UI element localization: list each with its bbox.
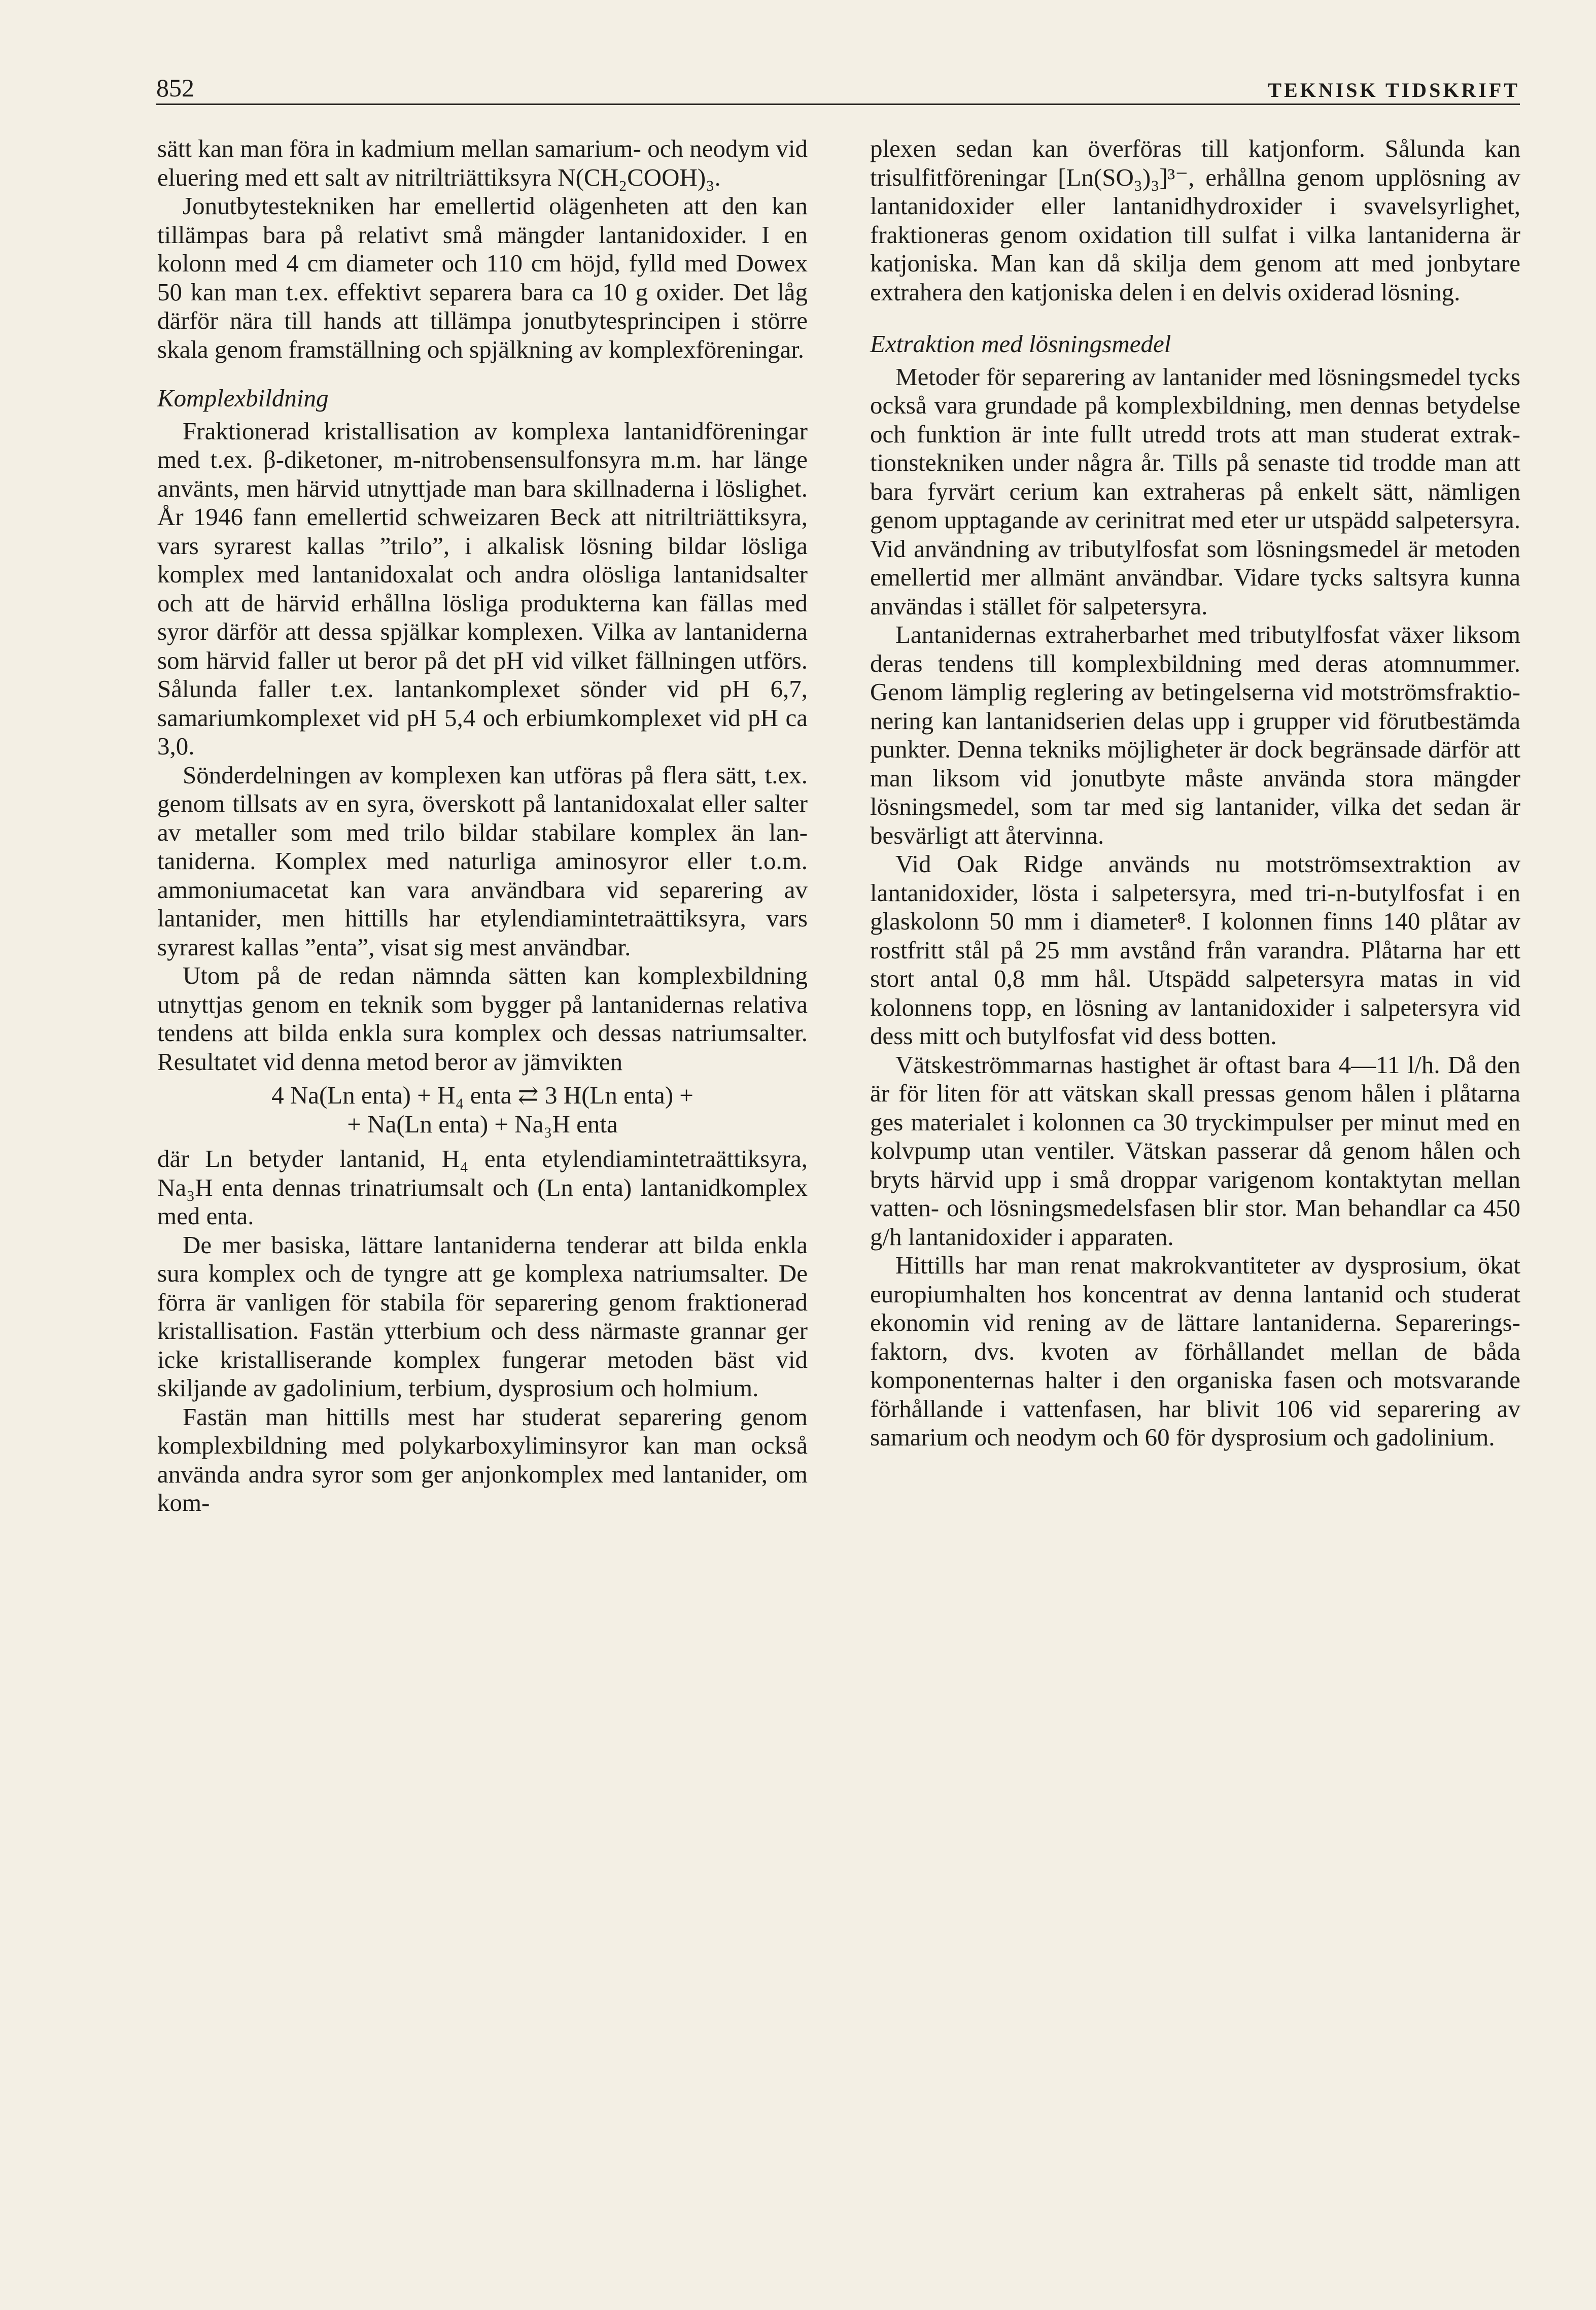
formula-line: + Na(Ln enta) + Na₃H enta bbox=[347, 1110, 618, 1138]
paragraph: Fraktionerad kristallisation av komplexa lantanidföreningar med t.ex. β-diketoner, m-nitrobensensulfonsyra m.m. har länge använts, men härvid utnyttjade man bara skillnaderna i löslighet. År 1946 fann emellertid schweizaren Beck att nitriltriättiksyra, vars syrarest kallas ”trilo”, i alkalisk lösning bildar lösliga komplex med lantanidoxalat och andra olösliga lantanidsalter och att de härvid erhållna lösliga produkterna kan fällas med syror därför att dessa spjälkar komplexen. Vilka av lantaniderna som härvid faller ut beror på det pH vid vilket fällningen utförs. Sålunda faller t.ex. lantankomplexet sönder vid pH 6,7, samariumkomplexet vid pH 5,4 och erbiumkomplexet vid pH ca 3,0. bbox=[157, 417, 808, 760]
paragraph: Lantanidernas extraherbarhet med tributylfosfat växer liksom deras tendens till komplexbildning med deras atomnummer. Genom lämplig reglering av betingelserna vid motströmsfraktionering kan lantanidserien delas upp i grupper vid förutbestämda punkter. Denna tekniks möjligheter är dock begränsade därför att man liksom vid jonutbyte måste använda stora mängder lösningsmedel, som tar med sig lantanider, vilka det sedan är besvärligt att återvinna. bbox=[870, 620, 1520, 849]
formula-line: 4 Na(Ln enta) + H₄ enta ⇄ 3 H(Ln enta) + bbox=[271, 1081, 693, 1109]
paragraph: De mer basiska, lättare lantaniderna tenderar att bilda enkla sura komplex och de tyngre att ge komplexa natriumsalter. De förra är vanligen för stabila för separering genom fraktionerad kristallisation. Fastän ytterbium och dess närmaste grannar ger icke kristalliserande komplex fungerar metoden bäst vid skiljande av gadolinium, terbium, dysprosium och holmium. bbox=[157, 1230, 808, 1402]
paragraph: Jonutbytestekniken har emellertid olägenheten att den kan tillämpas bara på relativt små mängder lantanidoxider. I en kolonn med 4 cm diameter och 110 cm höjd, fylld med Dowex 50 kan man t.ex. effektivt separera bara ca 10 g oxider. Det låg därför nära till hands att tillämpa jonutbytesprincipen i större skala genom framställning och spjälkning av komplexföreningar. bbox=[157, 192, 808, 363]
page-header bbox=[156, 60, 1520, 100]
paragraph: där Ln betyder lantanid, H₄ enta etylendiamintetraättiksyra, Na₃H enta dennas trinatriumsalt och (Ln enta) lantanidkomplex med enta. bbox=[157, 1145, 808, 1230]
page-number: 852 bbox=[156, 74, 194, 102]
right-column bbox=[870, 134, 1520, 1452]
journal-title: TEKNISK TIDSKRIFT bbox=[1268, 79, 1520, 101]
header-divider bbox=[156, 104, 1520, 105]
paragraph: Metoder för separering av lantanider med lösningsmedel tycks också vara grundade på komplexbildning, men dennas betydelse och funktion är inte fullt utredd trots att man studerat extraktionstekniken under några år. Tills på senaste tid trodde man att bara fyrvärt cerium kan extraheras på enkelt sätt, nämligen genom upptagande av cerinitrat med eter ur utspädd salpetersyra. Vid användning av tributylfosfat som lösningsmedel är metoden emellertid mer allmänt användbar. Vidare tycks saltsyra kunna användas i stället för salpetersyra. bbox=[870, 362, 1520, 620]
paragraph: Hittills har man renat makrokvantiteter av dysprosium, ökat europiumhalten hos koncentrat av denna lantanid och studerat ekonomin vid rening av de lättare lantaniderna. Separeringsfaktorn, dvs. kvoten av förhållandet mellan de båda komponenternas halter i den organiska fasen och motsvarande förhållande i vattenfasen, har blivit 106 vid separering av samarium och neodym och 60 för dysprosium och gadolinium. bbox=[870, 1251, 1520, 1451]
chemical-equilibrium-formula bbox=[157, 1081, 808, 1139]
paragraph: Vätskeströmmarnas hastighet är oftast bara 4—11 l/h. Då den är för liten för att vätskan skall pressas genom hålen i plåtarna ges materialet i kolonnen ca 30 tryckimpulser per minut med en kolvpump utan ventiler. Vätskan passerar då genom hålen och bryts härvid upp i små droppar varigenom kontaktytan mellan vatten- och lösningsmedelsfasen blir stor. Man behandlar ca 450 g/h lantanidoxider i apparaten. bbox=[870, 1050, 1520, 1251]
paragraph: Vid Oak Ridge används nu motströmsextraktion av lantanidoxider, lösta i salpetersyra, med tri-n-butylfosfat i en glaskolonn 50 mm i diameter⁸. I kolonnen finns 140 plåtar av rostfritt stål på 25 mm avstånd från varandra. Plåtarna har ett stort antal 0,8 mm hål. Utspädd salpetersyra matas in vid kolonnens topp, en lösning av lantanidoxider i salpetersyra vid dess mitt och butylfosfat vid dess botten. bbox=[870, 850, 1520, 1050]
paragraph: Fastän man hittills mest har studerat separering genom komplexbildning med polykarboxyliminsyror kan man också använda andra syror som ger anjonkomplex med lantanider, om kom- bbox=[157, 1402, 808, 1516]
left-column bbox=[157, 134, 808, 1518]
paragraph: plexen sedan kan överföras till katjonform. Sålunda kan trisulfitföreningar [Ln(SO₃)₃]³⁻, erhållna genom upplösning av lantanidoxider eller lantanidhydroxider i svavelsyrlighet, fraktioneras genom oxidation till sulfat i vilka lantaniderna är katjoniska. Man kan då skilja dem genom att med jonbytare extrahera den katjoniska delen i en delvis oxiderad lösning. bbox=[870, 134, 1520, 306]
section-heading-komplexbildning: Komplexbildning bbox=[157, 384, 329, 412]
section-heading-extraktion: Extraktion med lösningsmedel bbox=[870, 330, 1171, 358]
paragraph: sätt kan man föra in kadmium mellan samarium- och neodym vid eluering med ett salt av nitriltriättiksyra N(CH₂COOH)₃. bbox=[157, 134, 808, 191]
paragraph: Sönderdelningen av komplexen kan utföras på flera sätt, t.ex. genom tillsats av en syra, överskott på lantanidoxalat eller salter av metaller som med trilo bildar stabilare komplex än lantaniderna. Komplex med naturliga aminosyror eller t.o.m. ammoniumacetat kan vara användbara vid separering av lantanider, men hittills har etylendiamintetraättiksyra, vars syrarest kallas ”enta”, visat sig mest användbar. bbox=[157, 761, 808, 961]
paragraph: Utom på de redan nämnda sätten kan komplexbildning utnyttjas genom en teknik som bygger på lantanidernas relativa tendens att bilda enkla sura komplex och dessas natriumsalter. Resultatet vid denna metod beror av jämvikten bbox=[157, 961, 808, 1076]
